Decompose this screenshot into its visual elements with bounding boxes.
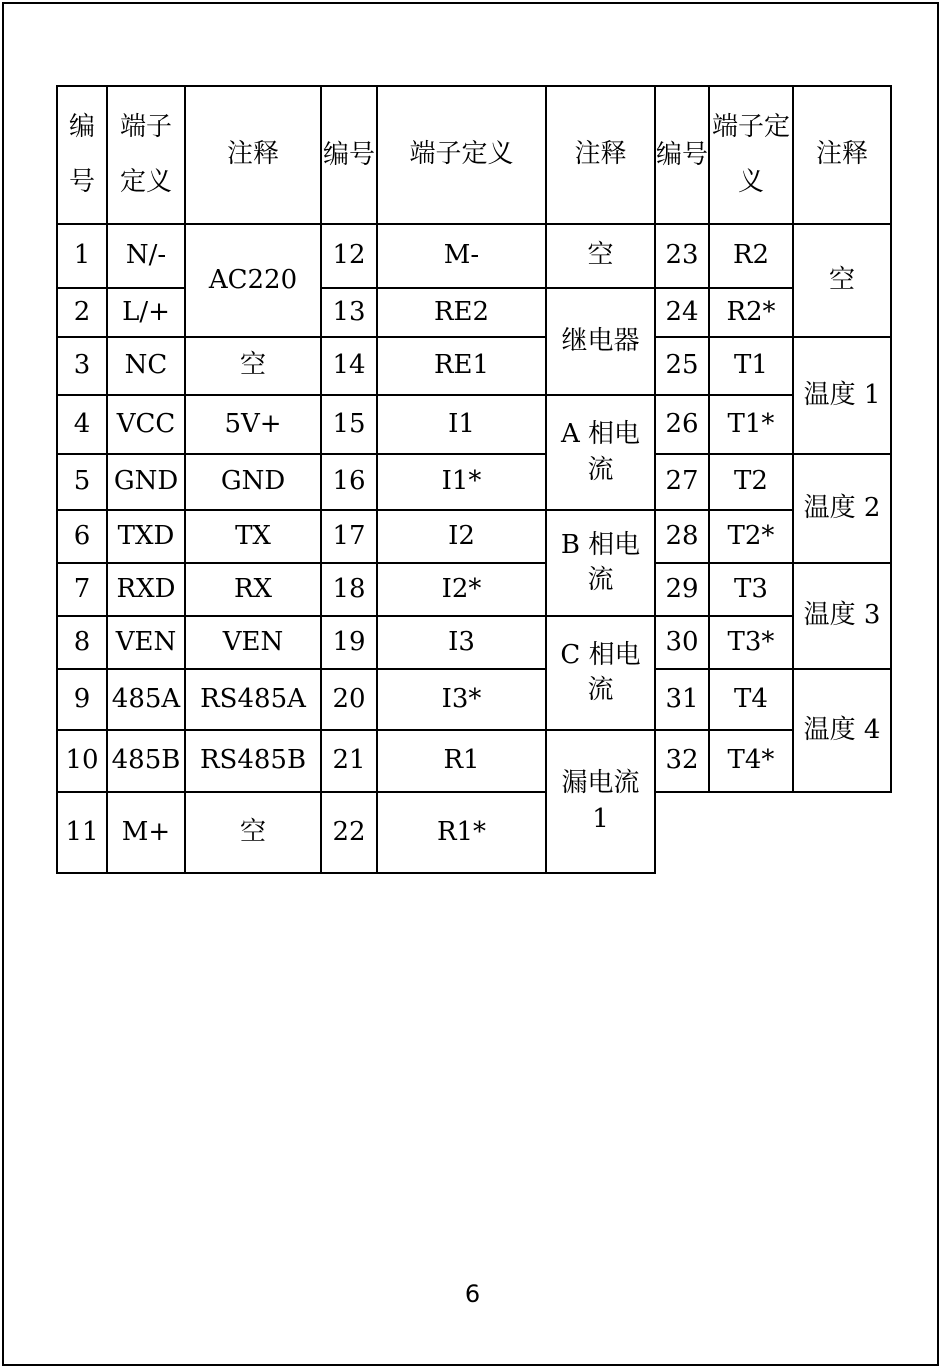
terminal-number: 3: [56, 336, 108, 396]
terminal-note: GND: [184, 453, 322, 511]
terminal-definition: R1*: [376, 791, 547, 874]
terminal-number: 18: [320, 562, 378, 617]
terminal-definition: T2: [708, 453, 794, 511]
terminal-note: 温度 3: [792, 562, 892, 670]
terminal-number: 10: [56, 729, 108, 793]
header-number-2: 编号: [320, 85, 378, 225]
terminal-note: VEN: [184, 615, 322, 670]
terminal-definition: RE2: [376, 287, 547, 338]
terminal-definition: M-: [376, 223, 547, 289]
terminal-definition: 485A: [106, 668, 186, 731]
terminal-number: 1: [56, 223, 108, 289]
terminal-number: 26: [654, 394, 710, 455]
terminal-definition: I3*: [376, 668, 547, 731]
terminal-number: 11: [56, 791, 108, 874]
terminal-number: 31: [654, 668, 710, 731]
page-number: 6: [464, 1280, 481, 1308]
terminal-number: 14: [320, 336, 378, 396]
header-terminal-1: 端子定义: [106, 85, 186, 225]
terminal-definition: T1*: [708, 394, 794, 455]
terminal-note: 温度 1: [792, 336, 892, 455]
terminal-number: 29: [654, 562, 710, 617]
terminal-definition: NC: [106, 336, 186, 396]
terminal-definition: N/-: [106, 223, 186, 289]
terminal-definition: T4: [708, 668, 794, 731]
header-note-3: 注释: [792, 85, 892, 225]
terminal-number: 12: [320, 223, 378, 289]
terminal-definition: 485B: [106, 729, 186, 793]
terminal-note: 漏电流1: [545, 729, 656, 874]
terminal-number: 13: [320, 287, 378, 338]
terminal-definition: T3: [708, 562, 794, 617]
terminal-number: 23: [654, 223, 710, 289]
terminal-number: 5: [56, 453, 108, 511]
header-terminal-3: 端子定义: [708, 85, 794, 225]
terminal-number: 27: [654, 453, 710, 511]
terminal-note: 空: [792, 223, 892, 338]
terminal-number: 8: [56, 615, 108, 670]
terminal-definition: M+: [106, 791, 186, 874]
terminal-definition: T4*: [708, 729, 794, 793]
terminal-number: 30: [654, 615, 710, 670]
terminal-note: RS485A: [184, 668, 322, 731]
terminal-number: 24: [654, 287, 710, 338]
terminal-definition: I2*: [376, 562, 547, 617]
terminal-definition: T3*: [708, 615, 794, 670]
terminal-definition: T1: [708, 336, 794, 396]
terminal-number: 17: [320, 509, 378, 564]
header-number-3: 编号: [654, 85, 710, 225]
header-note-1: 注释: [184, 85, 322, 225]
terminal-note: C 相电流: [545, 615, 656, 731]
terminal-number: 7: [56, 562, 108, 617]
terminal-number: 32: [654, 729, 710, 793]
terminal-definition: GND: [106, 453, 186, 511]
terminal-note: 空: [545, 223, 656, 289]
terminal-number: 16: [320, 453, 378, 511]
terminal-number: 4: [56, 394, 108, 455]
terminal-note: RS485B: [184, 729, 322, 793]
terminal-note: AC220: [184, 223, 322, 338]
terminal-definition: RXD: [106, 562, 186, 617]
terminal-number: 28: [654, 509, 710, 564]
terminal-number: 25: [654, 336, 710, 396]
header-note-2: 注释: [545, 85, 656, 225]
terminal-definition: I3: [376, 615, 547, 670]
terminal-number: 6: [56, 509, 108, 564]
terminal-note: 温度 4: [792, 668, 892, 793]
terminal-definition: I1: [376, 394, 547, 455]
terminal-number: 19: [320, 615, 378, 670]
terminal-note: A 相电流: [545, 394, 656, 511]
terminal-definition: RE1: [376, 336, 547, 396]
header-terminal-2: 端子定义: [376, 85, 547, 225]
terminal-definition: T2*: [708, 509, 794, 564]
terminal-note: 空: [184, 336, 322, 396]
header-number-1: 编号: [56, 85, 108, 225]
terminal-definition: R1: [376, 729, 547, 793]
terminal-note: 温度 2: [792, 453, 892, 564]
terminal-definition: L/+: [106, 287, 186, 338]
terminal-definition: R2: [708, 223, 794, 289]
terminal-number: 15: [320, 394, 378, 455]
terminal-note: RX: [184, 562, 322, 617]
terminal-note: TX: [184, 509, 322, 564]
terminal-note: 继电器: [545, 287, 656, 396]
terminal-definition: VCC: [106, 394, 186, 455]
terminal-definition: TXD: [106, 509, 186, 564]
terminal-note: 5V+: [184, 394, 322, 455]
terminal-definition: I2: [376, 509, 547, 564]
terminal-number: 2: [56, 287, 108, 338]
terminal-number: 22: [320, 791, 378, 874]
terminal-note: B 相电流: [545, 509, 656, 617]
terminal-number: 21: [320, 729, 378, 793]
terminal-number: 20: [320, 668, 378, 731]
terminal-definition: R2*: [708, 287, 794, 338]
terminal-definition: VEN: [106, 615, 186, 670]
terminal-number: 9: [56, 668, 108, 731]
terminal-note: 空: [184, 791, 322, 874]
terminal-definition: I1*: [376, 453, 547, 511]
